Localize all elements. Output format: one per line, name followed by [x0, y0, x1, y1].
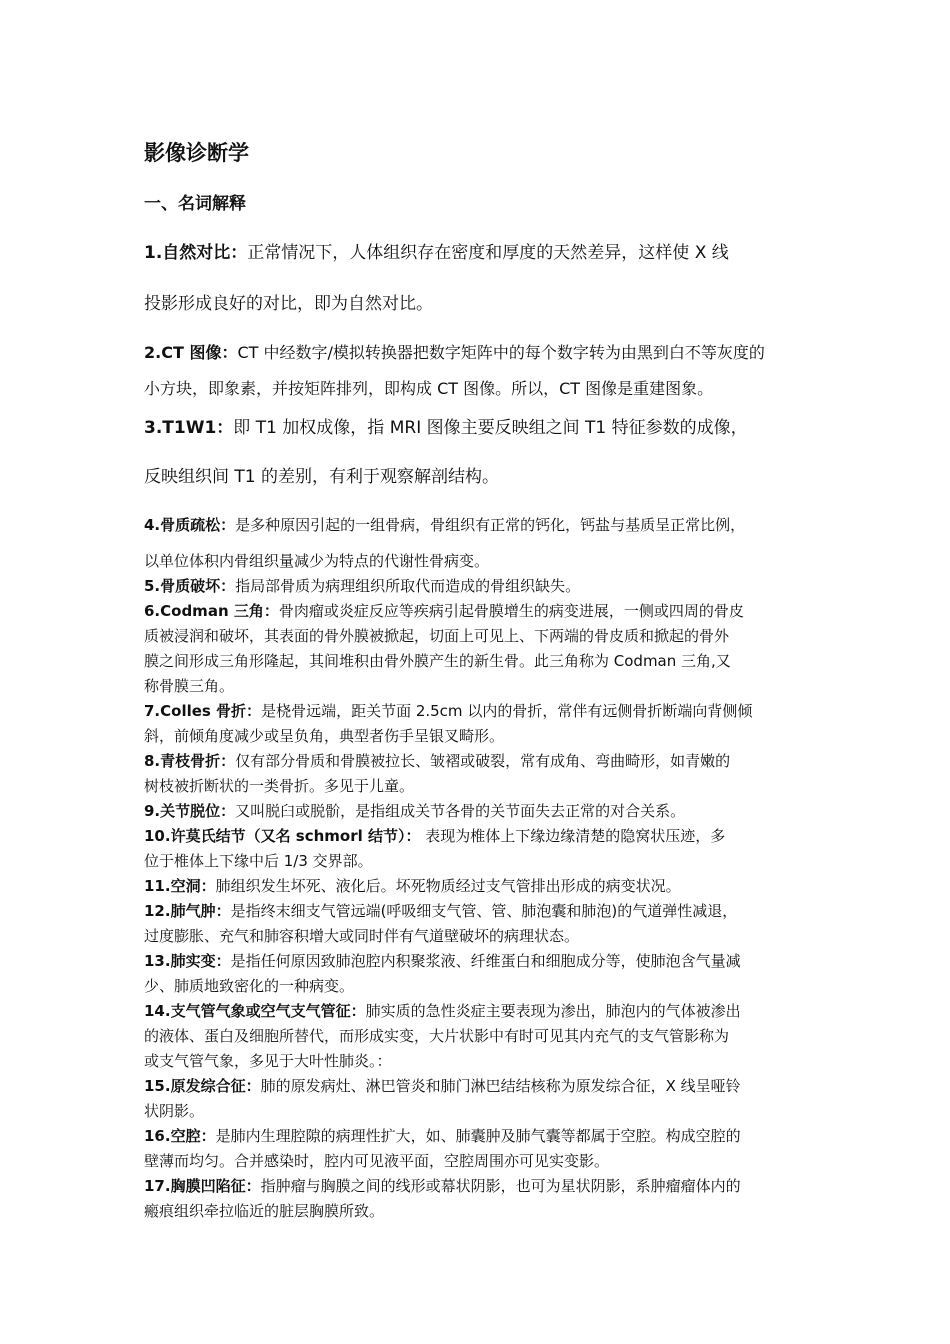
- entry-text: 指肿瘤与胸膜之间的线形或幕状阴影，也可为星状阴影，系肿瘤瘤体内的: [260, 1177, 741, 1195]
- entry-term: 2.CT 图像：: [144, 343, 238, 362]
- entry-6-line-1: [144, 600, 744, 621]
- entry-term: 10.许莫氏结节（又名 schmorl 结节）：: [144, 827, 421, 845]
- entry-term: 4.骨质疏松：: [144, 516, 236, 534]
- entry-term: 1.自然对比：: [144, 243, 248, 263]
- entry-text: 肺的原发病灶、淋巴管炎和肺门淋巴结结核称为原发综合征，X 线呈哑铃: [260, 1077, 741, 1095]
- entry-term: 7.Colles 骨折：: [144, 702, 262, 720]
- entry-text: 正常情况下，人体组织存在密度和厚度的天然差异，这样使 X 线: [247, 243, 729, 263]
- entry-8-line-2: 树枝被折断状的一类骨折。多见于儿童。: [144, 777, 415, 795]
- entry-text: 是桡骨远端，距关节面 2.5cm 以内的骨折，常伴有远侧骨折断端向背侧倾: [261, 702, 753, 720]
- entry-term: 8.青枝骨折：: [144, 752, 236, 770]
- entry-text: 肺实质的急性炎症主要表现为渗出，肺泡内的气体被渗出: [365, 1002, 741, 1020]
- entry-text: 肺组织发生坏死、液化后。坏死物质经过支气管排出形成的病变状况。: [215, 877, 681, 895]
- entry-14-line-1: [144, 1000, 741, 1021]
- section-heading: 一、名词解释: [144, 194, 246, 214]
- entry-16-line-1: [144, 1125, 741, 1146]
- entry-3-line-2: 反映组织间 T1 的差别，有利于观察解剖结构。: [144, 467, 500, 487]
- entry-11-line-1: [144, 875, 681, 896]
- entry-1-line-2: 投影形成良好的对比，即为自然对比。: [144, 294, 433, 314]
- entry-15-line-1: [144, 1075, 741, 1096]
- entry-7-line-2: 斜，前倾角度减少或呈负角，典型者伤手呈银叉畸形。: [144, 727, 505, 745]
- entry-4-line-2: 以单位体积内骨组织量减少为特点的代谢性骨病变。: [144, 552, 490, 570]
- entry-term: 14.支气管气象或空气支气管征：: [144, 1002, 366, 1020]
- entry-17-line-2: 瘢痕组织牵拉临近的脏层胸膜所致。: [144, 1202, 385, 1220]
- entry-14-line-2: 的液体、蛋白及细胞所替代，而形成实变，大片状影中有时可见其内充气的支气管影称为: [144, 1027, 730, 1045]
- entry-14-line-3: 或支气管气象，多见于大叶性肺炎。：: [144, 1052, 392, 1070]
- entry-term: 17.胸膜凹陷征：: [144, 1177, 261, 1195]
- entry-12-line-2: 过度膨胀、充气和肺容积增大或同时伴有气道壁破坏的病理状态。: [144, 927, 580, 945]
- entry-term: 9.关节脱位：: [144, 802, 236, 820]
- entry-term: 3.T1W1：: [144, 418, 234, 438]
- entry-term: 12.肺气肿：: [144, 902, 231, 920]
- entry-2-line-1: [144, 340, 765, 363]
- entry-text: CT 中经数字/模拟转换器把数字矩阵中的每个数字转为由黑到白不等灰度的: [237, 343, 765, 362]
- entry-term: 5.骨质破坏：: [144, 577, 236, 595]
- entry-15-line-2: 状阴影。: [144, 1102, 205, 1120]
- entry-text: 又叫脱臼或脱骱，是指组成关节各骨的关节面失去正常的对合关系。: [235, 802, 686, 820]
- entry-term: 11.空洞：: [144, 877, 216, 895]
- entry-text: 是多种原因引起的一组骨病，骨组织有正常的钙化，钙盐与基质呈正常比例，: [235, 516, 746, 534]
- entry-17-line-1: [144, 1175, 741, 1196]
- entry-text: 指局部骨质为病理组织所取代而造成的骨组织缺失。: [235, 577, 581, 595]
- entry-2-line-2: 小方块，即象素，并按矩阵排列，即构成 CT 图像。所以，CT 图像是重建图象。: [144, 379, 714, 398]
- entry-9-line-1: [144, 800, 685, 821]
- entry-13-line-2: 少、肺质地致密化的一种病变。: [144, 977, 355, 995]
- entry-text: 是指任何原因致肺泡腔内积聚浆液、纤维蛋白和细胞成分等，使肺泡含气量减: [230, 952, 741, 970]
- entry-3-line-1: [144, 413, 748, 438]
- entry-16-line-2: 壁薄而均匀。合并感染时，腔内可见液平面，空腔周围亦可见实变影。: [144, 1152, 610, 1170]
- entry-text: 骨肉瘤或炎症反应等疾病引起骨膜增生的病变进展，一侧或四周的骨皮: [278, 602, 744, 620]
- entry-8-line-1: [144, 750, 730, 771]
- entry-10-line-1: [144, 825, 725, 846]
- entry-6-line-3: 膜之间形成三角形隆起，其间堆积由骨外膜产生的新生骨。此三角称为 Codman 三角,又: [144, 652, 731, 670]
- entry-6-line-4: 称骨膜三角。: [144, 677, 235, 695]
- entry-7-line-1: [144, 700, 752, 721]
- entry-13-line-1: [144, 950, 741, 971]
- entry-12-line-1: [144, 900, 737, 921]
- entry-text: 是指终末细支气管远端(呼吸细支气管、管、肺泡囊和肺泡)的气道弹性减退，: [230, 902, 738, 920]
- entry-4-line-1: [144, 514, 745, 535]
- document-title: 影像诊断学: [144, 141, 249, 165]
- entry-term: 6.Codman 三角：: [144, 602, 279, 620]
- entry-term: 13.肺实变：: [144, 952, 231, 970]
- entry-5-line-1: [144, 575, 580, 596]
- entry-term: 15.原发综合征：: [144, 1077, 261, 1095]
- entry-text: 是肺内生理腔隙的病理性扩大，如、肺囊肿及肺气囊等都属于空腔。构成空腔的: [215, 1127, 741, 1145]
- entry-10-line-2: 位于椎体上下缘中后 1/3 交界部。: [144, 852, 373, 870]
- entry-term: 16.空腔：: [144, 1127, 216, 1145]
- entry-6-line-2: 质被浸润和破坏，其表面的骨外膜被掀起，切面上可见上、下两端的骨皮质和掀起的骨外: [144, 627, 730, 645]
- entry-1-line-1: [144, 238, 729, 263]
- entry-text: 表现为椎体上下缘边缘清楚的隐窝状压迹，多: [420, 827, 726, 845]
- entry-text: 仅有部分骨质和骨膜被拉长、皱褶或破裂，常有成角、弯曲畸形，如青嫩的: [235, 752, 731, 770]
- entry-text: 即 T1 加权成像，指 MRI 图像主要反映组之间 T1 特征参数的成像，: [233, 418, 748, 438]
